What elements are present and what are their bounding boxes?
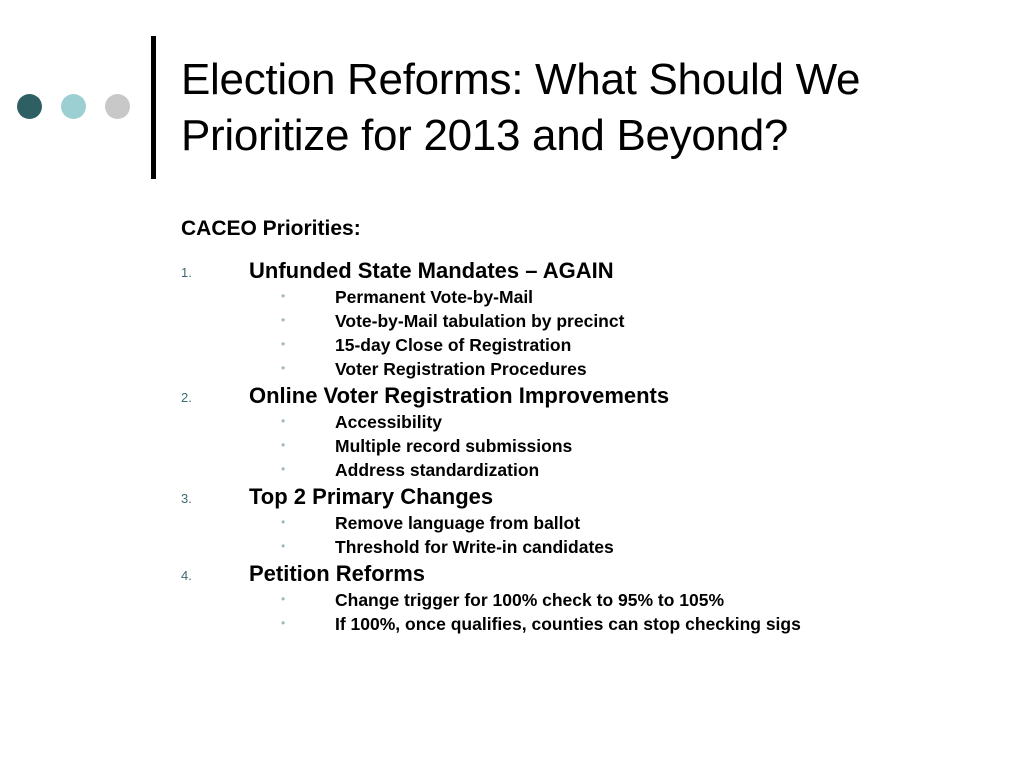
sub-item [181,588,1001,612]
bullet-icon: • [281,414,286,428]
priority-item [181,482,1001,559]
priority-item [181,256,1001,381]
priority-row [181,559,1001,588]
priority-label: Petition Reforms [249,561,426,586]
priority-number: 2. [181,390,192,405]
sub-item-text: Vote-by-Mail tabulation by precinct [335,311,625,331]
sub-items-list [181,511,1001,559]
section-heading: CACEO Priorities: [181,217,361,240]
sub-item-text: 15-day Close of Registration [335,335,572,355]
sub-item-text: Accessibility [335,412,442,432]
decorative-dots [17,94,132,120]
priority-row [181,482,1001,511]
sub-item-text: Voter Registration Procedures [335,359,587,379]
bullet-icon: • [281,616,286,630]
dot-dark [17,94,42,119]
bullet-icon: • [281,462,286,476]
bullet-icon: • [281,438,286,452]
slide-title-line-1: Election Reforms: What Should We [181,55,861,104]
sub-item-text: Remove language from ballot [335,513,581,533]
dot-gray [105,94,130,119]
priority-item [181,381,1001,482]
sub-item-text: Address standardization [335,460,540,480]
sub-item-text: Multiple record submissions [335,436,573,456]
bullet-icon: • [281,592,286,606]
bullet-icon: • [281,515,286,529]
priority-number: 1. [181,265,192,280]
sub-items-list [181,410,1001,482]
bullet-icon: • [281,289,286,303]
priority-row [181,256,1001,285]
sub-item [181,535,1001,559]
sub-item [181,612,1001,636]
slide-title-line-2: Prioritize for 2013 and Beyond? [181,111,789,160]
priority-number: 3. [181,491,192,506]
bullet-icon: • [281,313,286,327]
sub-item [181,333,1001,357]
bullet-icon: • [281,337,286,351]
sub-items-list [181,285,1001,381]
sub-item [181,410,1001,434]
priority-label: Top 2 Primary Changes [249,484,494,509]
sub-item [181,309,1001,333]
priority-number: 4. [181,568,192,583]
bullet-icon: • [281,539,286,553]
sub-item [181,285,1001,309]
slide-title [181,52,1001,164]
sub-item-text: Permanent Vote-by-Mail [335,287,534,307]
sub-item-text: Change trigger for 100% check to 95% to 105% [335,590,725,610]
priority-item [181,559,1001,636]
sub-item [181,357,1001,381]
sub-item-text: Threshold for Write-in candidates [335,537,614,557]
sub-item [181,511,1001,535]
dot-light [61,94,86,119]
sub-items-list [181,588,1001,636]
sub-item [181,458,1001,482]
priority-label: Unfunded State Mandates – AGAIN [249,258,614,283]
title-divider-bar [151,36,156,179]
priority-row [181,381,1001,410]
sub-item [181,434,1001,458]
bullet-icon: • [281,361,286,375]
priorities-list [181,256,1001,636]
priority-label: Online Voter Registration Improvements [249,383,670,408]
sub-item-text: If 100%, once qualifies, counties can stop checking sigs [335,614,801,634]
